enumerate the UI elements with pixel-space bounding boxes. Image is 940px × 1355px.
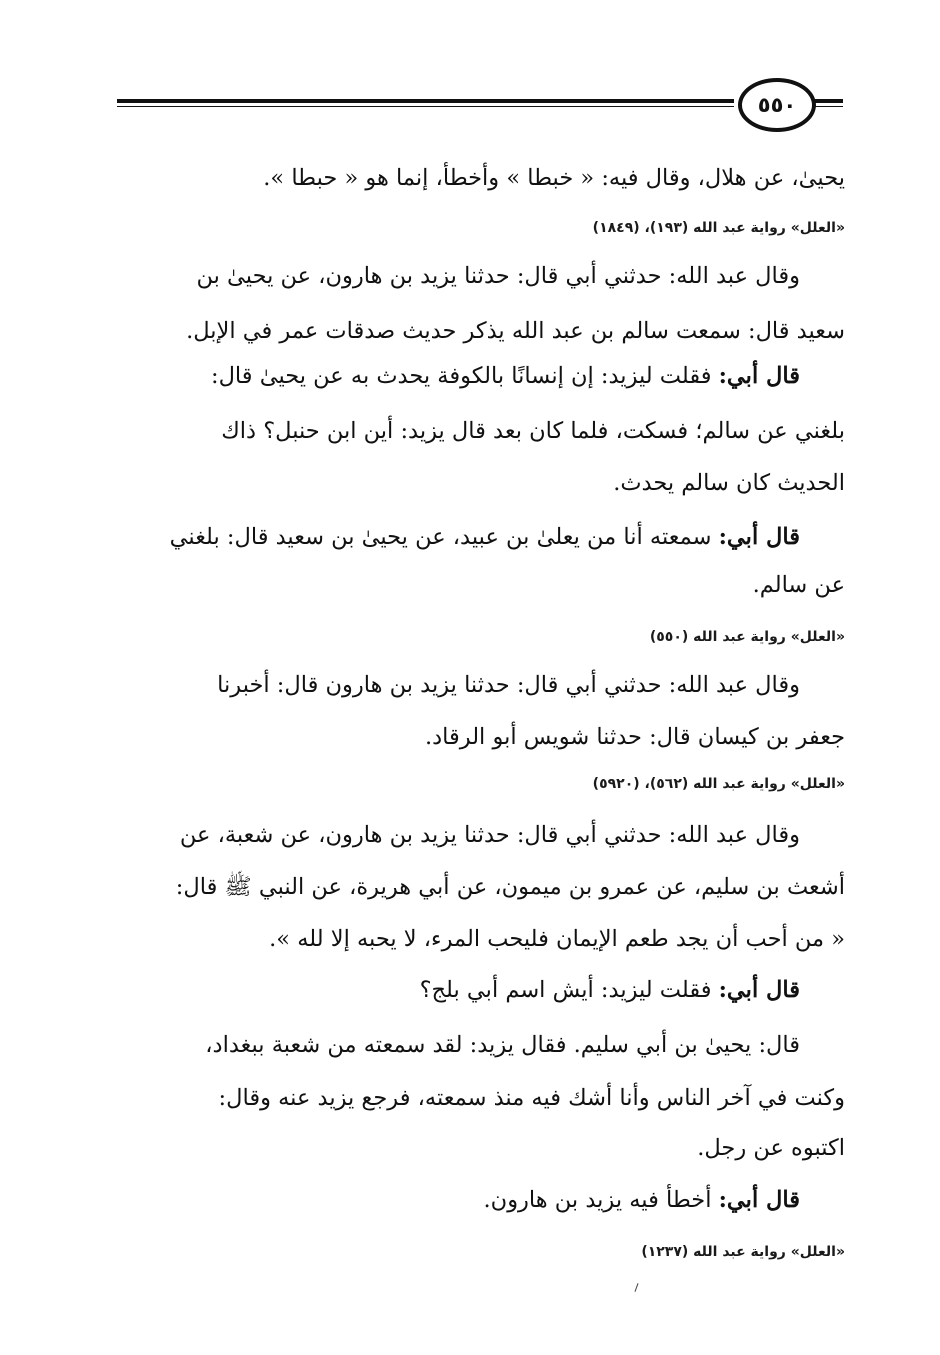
line-text: فقلت ليزيد: أيش اسم أبي بلج؟ bbox=[419, 977, 719, 1003]
text-line: وقال عبد الله: حدثني أبي قال: حدثنا يزيد بن هارون، عن يحيىٰ بن bbox=[196, 263, 800, 289]
text-line bbox=[484, 1180, 800, 1220]
header-rule-thin bbox=[117, 106, 734, 107]
line-text: فقلت ليزيد: إن إنسانًا بالكوفة يحدث به عن يحيىٰ قال: bbox=[211, 363, 719, 389]
reference-line: «العلل» رواية عبد الله (٥٥٠) bbox=[649, 629, 845, 645]
text-line: عن سالم. bbox=[752, 572, 845, 598]
reference-line: «العلل» رواية عبد الله (١٢٣٧) bbox=[641, 1244, 845, 1260]
line-text: سمعته أنا من يعلىٰ بن عبيد، عن يحيىٰ بن سعيد قال: بلغني bbox=[169, 524, 719, 550]
header-rule bbox=[117, 99, 734, 103]
text-line: جعفر بن كيسان قال: حدثنا شويس أبو الرقاد. bbox=[425, 724, 845, 750]
text-line bbox=[211, 356, 800, 396]
text-line bbox=[170, 517, 800, 557]
page-number: ٥٥٠ bbox=[738, 78, 816, 132]
text-line: اكتبوه عن رجل. bbox=[697, 1135, 845, 1161]
text-line bbox=[420, 970, 800, 1010]
text-line: وقال عبد الله: حدثني أبي قال: حدثنا يزيد بن هارون قال: أخبرنا bbox=[217, 672, 800, 698]
text-line: وكنت في آخر الناس وأنا أشك فيه منذ سمعته، فرجع يزيد عنه وقال: bbox=[218, 1085, 845, 1111]
speaker-label: قال أبي: bbox=[718, 363, 800, 389]
text-line: الحديث كان سالم يحدث. bbox=[613, 470, 845, 496]
text-line: قال: يحيىٰ بن أبي سليم. فقال يزيد: لقد سمعته من شعبة ببغداد، bbox=[205, 1032, 800, 1058]
text-line: « من أحب أن يجد طعم الإيمان فليحب المرء، لا يحبه إلا لله ». bbox=[269, 926, 845, 952]
speaker-label: قال أبي: bbox=[718, 977, 800, 1003]
text-line: أشعث بن سليم، عن عمرو بن ميمون، عن أبي هريرة، عن النبي ﷺ قال: bbox=[175, 874, 845, 900]
speaker-label: قال أبي: bbox=[718, 1187, 800, 1213]
reference-line: «العلل» رواية عبد الله (٥٦٢)، (٥٩٢٠) bbox=[592, 776, 845, 792]
line-text: أخطأ فيه يزيد بن هارون. bbox=[483, 1187, 719, 1213]
reference-line: «العلل» رواية عبد الله (١٩٣)، (١٨٤٩) bbox=[592, 220, 845, 236]
scan-speck bbox=[634, 1283, 638, 1292]
speaker-label: قال أبي: bbox=[718, 524, 800, 550]
text-line: يحيىٰ، عن هلال، وقال فيه: « خبطا » وأخطأ، إنما هو « حبطا ». bbox=[263, 165, 845, 191]
text-line: بلغني عن سالم؛ فسكت، فلما كان بعد قال يزيد: أين ابن حنبل؟ ذاك bbox=[221, 418, 845, 444]
text-line: سعيد قال: سمعت سالم بن عبد الله يذكر حديث صدقات عمر في الإبل. bbox=[186, 318, 845, 344]
text-line: وقال عبد الله: حدثني أبي قال: حدثنا يزيد بن هارون، عن شعبة، عن bbox=[179, 822, 800, 848]
